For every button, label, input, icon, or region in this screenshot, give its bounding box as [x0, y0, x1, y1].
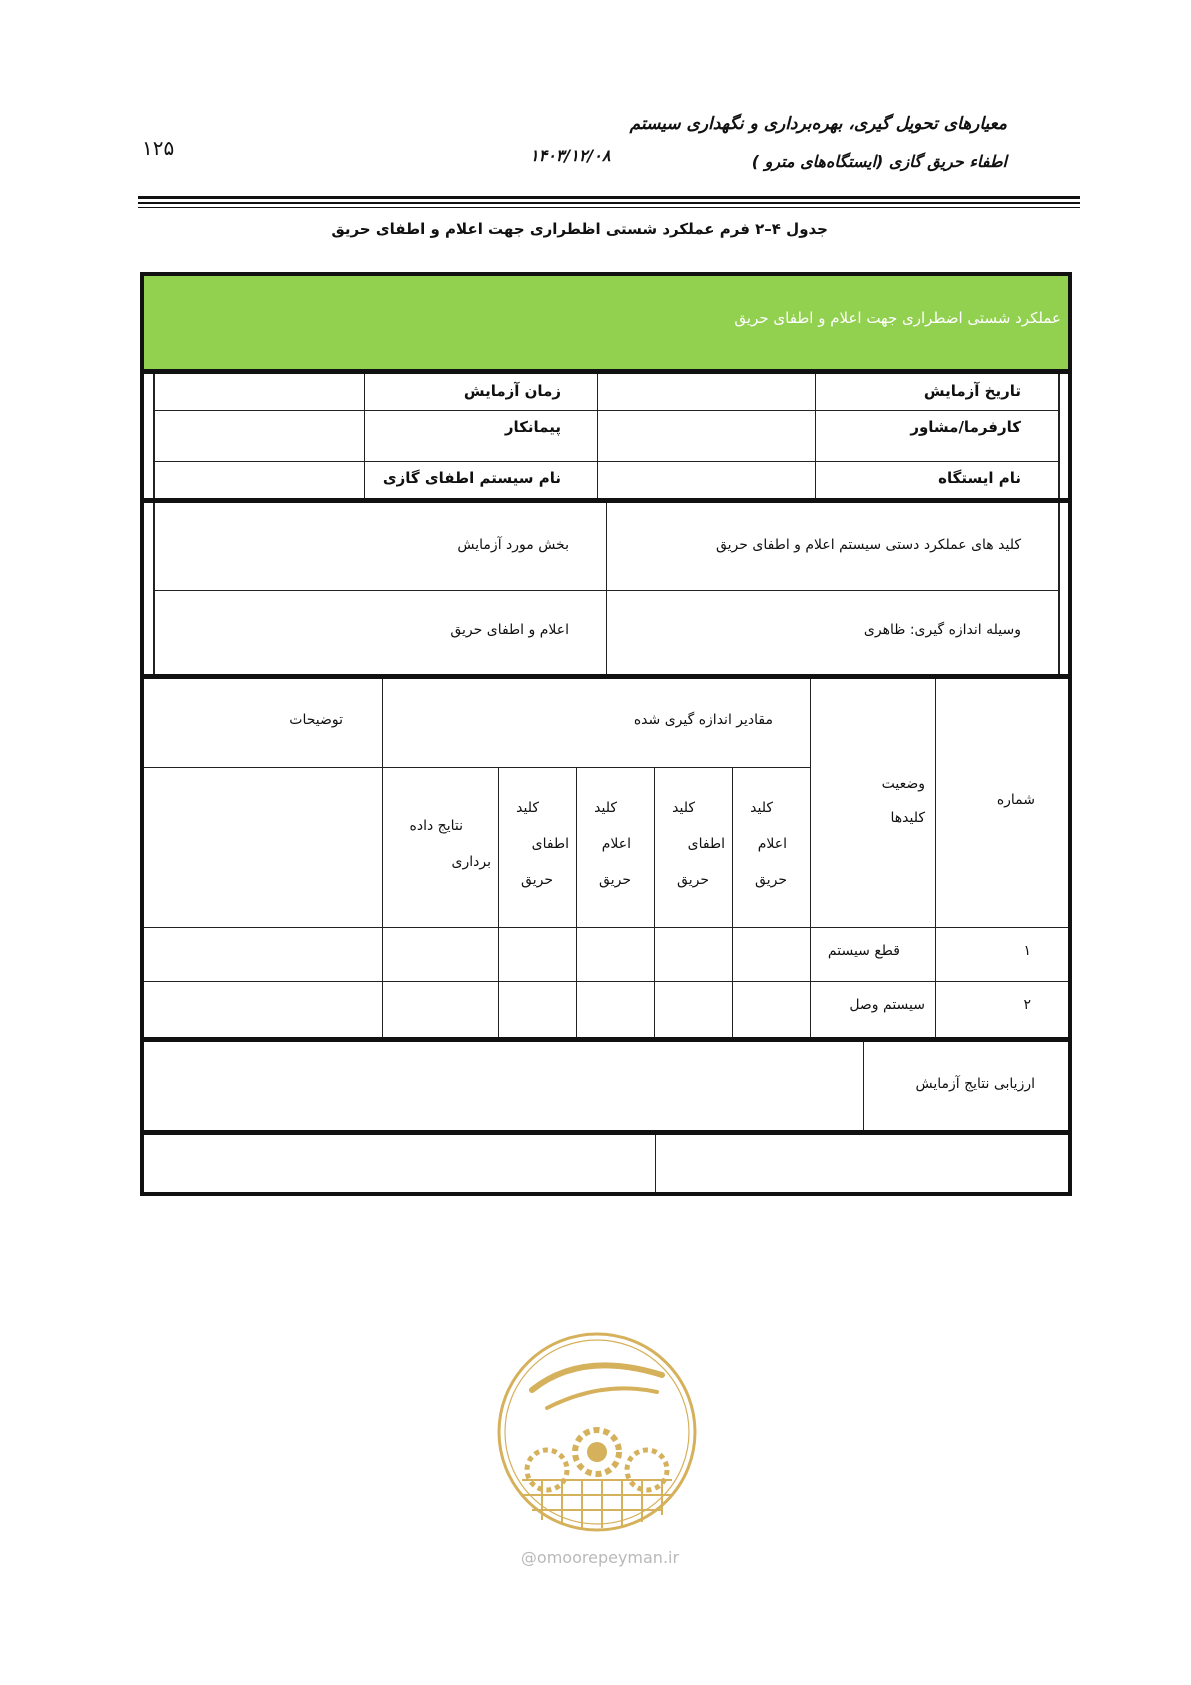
- row-number: ۲: [1023, 997, 1031, 1013]
- subcol-alarm-key: حریق: [599, 872, 631, 888]
- row-number: ۱: [1023, 943, 1031, 959]
- grid-line: [153, 461, 1060, 462]
- grid-line: [498, 767, 499, 1037]
- section-divider: [144, 1037, 1068, 1042]
- header-rule: [138, 202, 1080, 204]
- header-rule: [138, 196, 1080, 199]
- grid-line: [153, 503, 155, 674]
- subcol-alarm-key: کلید: [750, 800, 773, 816]
- grid-line: [144, 981, 1068, 982]
- section-divider: [144, 1130, 1068, 1135]
- grid-line: [382, 679, 383, 1037]
- manual-keys-label: کلید های عملکرد دستی سیستم اعلام و اطفای حریق: [715, 537, 1021, 553]
- subcol-extinguish-key: اطفای: [531, 836, 569, 852]
- grid-line: [815, 374, 816, 498]
- watermark-logo-icon: [492, 1330, 702, 1535]
- label-test-date: تاریخ آزمایش: [923, 382, 1021, 400]
- subcol-extinguish-key: حریق: [521, 872, 553, 888]
- subcol-alarm-key: اعلام: [757, 836, 787, 852]
- subcol-recording-results: نتایج داده: [409, 818, 463, 834]
- label-system-name: نام سیستم اطفای گازی: [382, 469, 561, 487]
- col-measured-header: مقادیر اندازه گیری شده: [633, 712, 773, 728]
- form-title: عملکرد شستی اضطراری جهت اعلام و اطفای حریق: [734, 309, 1061, 327]
- subcol-extinguish-key: اطفای: [687, 836, 725, 852]
- header-date: ۱۴۰۳/۱۲/۰۸: [530, 146, 611, 165]
- subcol-extinguish-key: حریق: [677, 872, 709, 888]
- grid-line: [863, 1042, 864, 1130]
- page-number: ۱۲۵: [142, 136, 175, 160]
- subcol-alarm-key: کلید: [594, 800, 617, 816]
- tested-part-label: بخش مورد آزمایش: [457, 537, 569, 553]
- grid-line: [364, 374, 365, 498]
- section-divider: [144, 674, 1068, 679]
- evaluation-label: ارزیابی نتایج آزمایش: [915, 1076, 1035, 1092]
- label-station: نام ایستگاه: [938, 469, 1021, 487]
- grid-line: [655, 1135, 656, 1192]
- grid-line: [1058, 503, 1060, 674]
- section-divider: [144, 369, 1068, 374]
- table-caption: جدول ۴–۲ فرم عملکرد شستی اظطراری جهت اعلام و اطفای حریق: [331, 220, 828, 238]
- row-status: قطع سیستم: [827, 943, 900, 959]
- subcol-alarm-key: اعلام: [601, 836, 631, 852]
- col-status-header: کلیدها: [890, 810, 925, 826]
- subcol-alarm-key: حریق: [755, 872, 787, 888]
- label-employer: کارفرما/مشاور: [910, 418, 1021, 436]
- grid-line: [153, 410, 1060, 411]
- col-number-header: شماره: [996, 792, 1035, 808]
- label-contractor: پیمانکار: [504, 418, 561, 436]
- grid-line: [732, 767, 733, 1037]
- col-notes-header: توضیحات: [289, 712, 343, 728]
- grid-line: [654, 767, 655, 1037]
- grid-line: [810, 679, 811, 1037]
- grid-line: [576, 767, 577, 1037]
- grid-line: [935, 679, 936, 1037]
- tested-part-value: اعلام و اطفای حریق: [450, 622, 569, 638]
- grid-line: [606, 503, 607, 674]
- label-test-time: زمان آزمایش: [463, 382, 561, 400]
- header-title-line1: معیارهای تحویل گیری، بهره‌برداری و نگهداری سیستم: [629, 114, 1007, 134]
- instrument-label: وسیله اندازه گیری: ظاهری: [863, 622, 1021, 638]
- subcol-recording-results: برداری: [451, 854, 491, 870]
- grid-line: [153, 374, 155, 498]
- header-title-line2: اطفاء حریق گازی (ایستگاه‌های مترو ): [751, 152, 1007, 171]
- subcol-extinguish-key: کلید: [516, 800, 539, 816]
- subcol-extinguish-key: کلید: [672, 800, 695, 816]
- watermark-site: @omoorepeyman.ir: [520, 1548, 680, 1567]
- header-rule: [138, 207, 1080, 208]
- grid-line: [153, 590, 1060, 591]
- grid-line: [144, 767, 810, 768]
- row-status: سیستم وصل: [849, 997, 925, 1013]
- col-status-header: وضعیت: [881, 776, 925, 792]
- grid-line: [1058, 374, 1060, 498]
- grid-line: [597, 374, 598, 498]
- grid-line: [144, 927, 1068, 928]
